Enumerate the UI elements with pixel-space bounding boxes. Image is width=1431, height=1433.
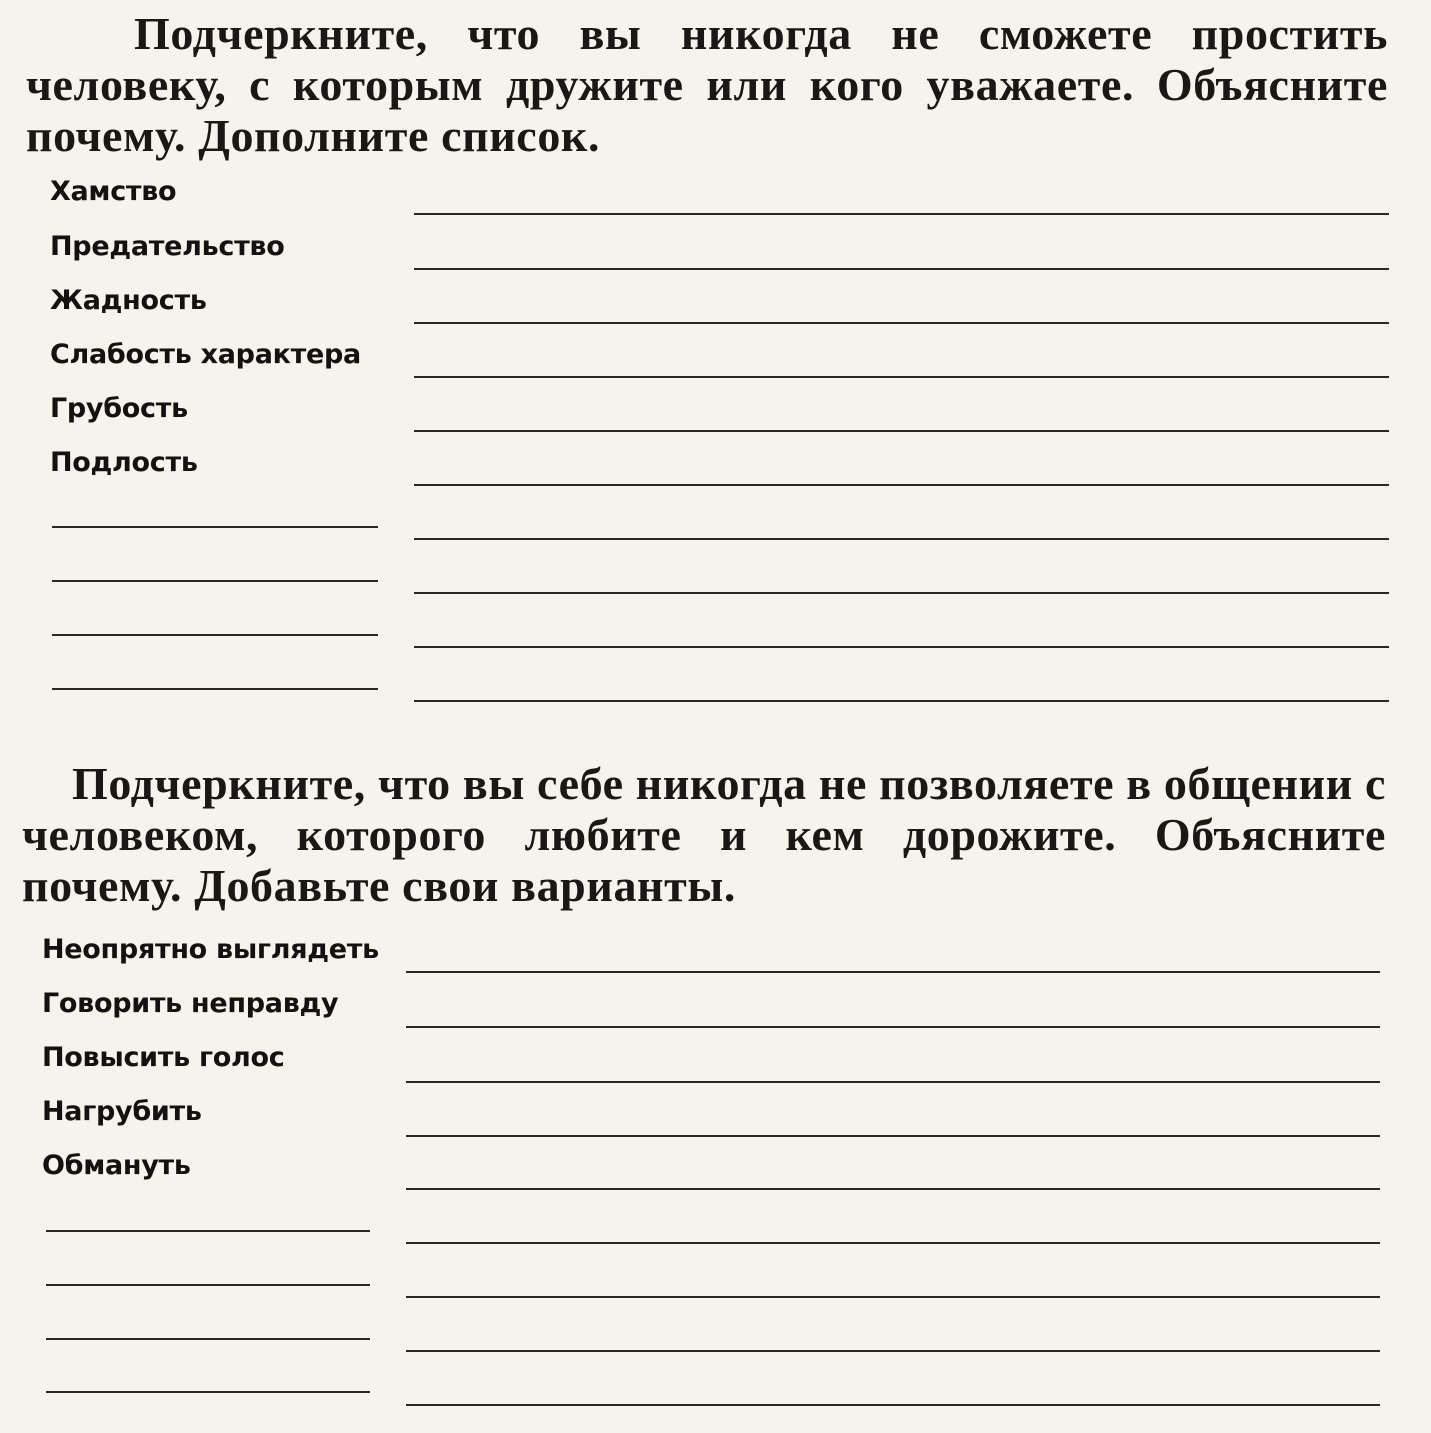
answer-line[interactable] xyxy=(414,213,1389,215)
blank-item-line[interactable] xyxy=(52,526,378,528)
answer-line[interactable] xyxy=(406,1242,1380,1244)
answer-line[interactable] xyxy=(414,268,1389,270)
answer-line[interactable] xyxy=(406,1026,1380,1028)
answer-line[interactable] xyxy=(414,592,1389,594)
answer-line[interactable] xyxy=(414,538,1389,540)
task1-item-label: Слабость характера xyxy=(50,339,361,370)
answer-line[interactable] xyxy=(414,322,1389,324)
answer-line[interactable] xyxy=(414,484,1389,486)
answer-line[interactable] xyxy=(406,1296,1380,1298)
task1-item-label: Подлость xyxy=(50,447,198,478)
task1-heading: Подчеркните, что вы никогда не сможете простить человеку, с которым дружите или кого уважаете. Объясните почему. Дополните список. xyxy=(26,8,1388,161)
task1-item-label: Предательство xyxy=(50,231,285,262)
answer-line[interactable] xyxy=(406,1350,1380,1352)
answer-line[interactable] xyxy=(406,1081,1380,1083)
task2-item-label: Говорить неправду xyxy=(42,988,339,1019)
answer-line[interactable] xyxy=(406,1404,1380,1406)
blank-item-line[interactable] xyxy=(52,688,378,690)
task2-item-label: Обмануть xyxy=(42,1150,191,1181)
task1-item-label: Жадность xyxy=(50,285,207,316)
answer-line[interactable] xyxy=(406,1188,1380,1190)
task2-item-label: Нагрубить xyxy=(42,1096,202,1127)
task1-item-label: Грубость xyxy=(50,393,188,424)
blank-item-line[interactable] xyxy=(52,580,378,582)
task2-item-label: Неопрятно выглядеть xyxy=(42,934,379,965)
answer-line[interactable] xyxy=(414,700,1389,702)
blank-item-line[interactable] xyxy=(46,1391,370,1393)
blank-item-line[interactable] xyxy=(46,1338,370,1340)
task2-heading: Подчеркните, что вы себе никогда не позволяете в общении с человеком, которого любите и кем дорожите. Объясните почему. Добавьте свои варианты. xyxy=(22,758,1386,911)
blank-item-line[interactable] xyxy=(52,634,378,636)
answer-line[interactable] xyxy=(406,971,1380,973)
blank-item-line[interactable] xyxy=(46,1284,370,1286)
answer-line[interactable] xyxy=(414,376,1389,378)
task1-item-label: Хамство xyxy=(50,176,177,207)
answer-line[interactable] xyxy=(406,1135,1380,1137)
answer-line[interactable] xyxy=(414,646,1389,648)
task2-item-label: Повысить голос xyxy=(42,1042,285,1073)
blank-item-line[interactable] xyxy=(46,1230,370,1232)
answer-line[interactable] xyxy=(414,430,1389,432)
